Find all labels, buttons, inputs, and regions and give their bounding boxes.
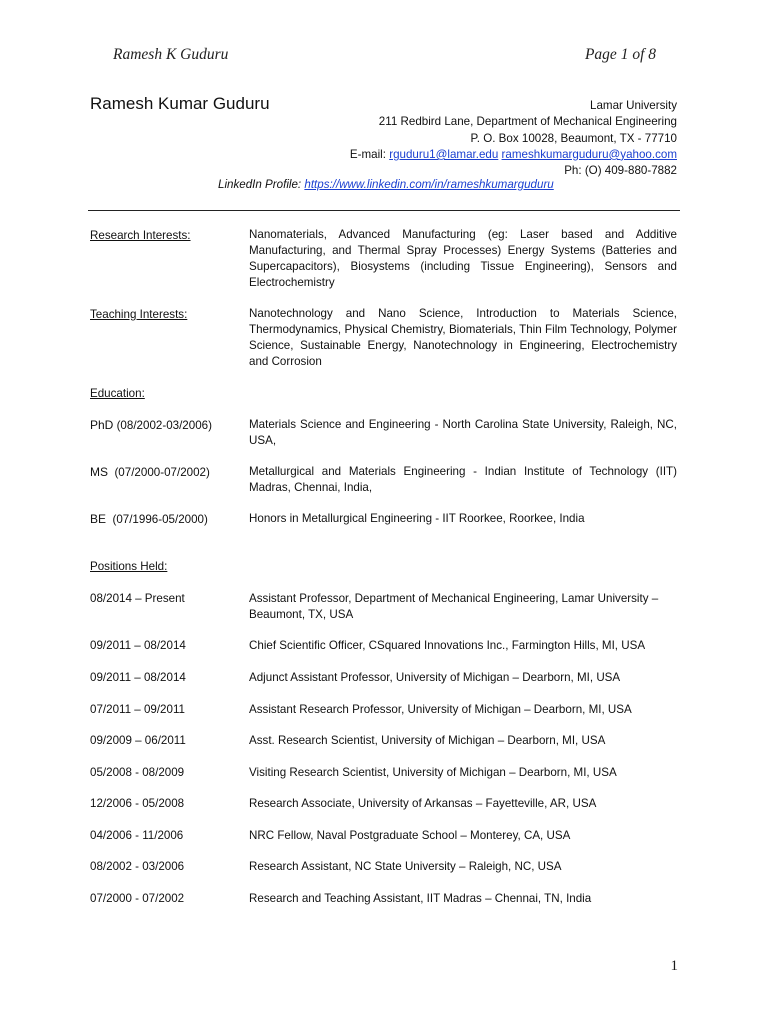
teaching-interests-label: Teaching Interests: (90, 308, 188, 321)
research-interests-label: Research Interests: (90, 229, 191, 242)
email-line (257, 147, 677, 163)
position-title: Research and Teaching Assistant, IIT Madras – Chennai, TN, India (249, 892, 592, 905)
degree-dates: (07/2000-07/2002) (108, 466, 210, 479)
position-date: 08/2014 – Present (90, 592, 185, 605)
position-date: 09/2011 – 08/2014 (90, 671, 186, 684)
address-line-2: P. O. Box 10028, Beaumont, TX - 77710 (470, 131, 677, 145)
position-title: NRC Fellow, Naval Postgraduate School – Monterey, CA, USA (249, 829, 571, 842)
header-author: Ramesh K Guduru (113, 46, 229, 63)
email-link-2[interactable]: rameshkumarguduru@yahoo.com (501, 147, 677, 161)
position-date: 08/2002 - 03/2006 (90, 860, 185, 873)
position-date: 07/2000 - 07/2002 (90, 892, 185, 905)
cv-name: Ramesh Kumar Guduru (90, 94, 270, 113)
address-line-1: 211 Redbird Lane, Department of Mechanical Engineering (378, 115, 677, 129)
education-phd-text: Materials Science and Engineering - North Carolina State University, Raleigh, NC, USA, (249, 418, 677, 447)
position-date: 09/2009 – 06/2011 (90, 734, 186, 747)
linkedin-label: LinkedIn Profile: (218, 178, 302, 191)
research-interests-text: Nanomaterials, Advanced Manufacturing (eg: Laser based and Additive Manufacturing, and Thermal Spray Processes) Energy Systems (Batteries and Supercapacitors), Biosystems (including Tissue Engineering), Sensors and Electrochemistry (249, 228, 677, 289)
education-be-label (90, 512, 208, 526)
linkedin-link[interactable]: https://www.linkedin.com/in/rameshkumarguduru (304, 178, 554, 191)
header-divider (88, 210, 680, 211)
phone: Ph: (O) 409-880-7882 (564, 164, 677, 178)
degree-name: PhD (90, 418, 114, 432)
position-date: 04/2006 - 11/2006 (90, 829, 184, 842)
degree-name: BE (90, 512, 107, 526)
position-date: 07/2011 – 09/2011 (90, 703, 185, 716)
email-link-1[interactable]: rguduru1@lamar.edu (389, 147, 499, 161)
position-date: 05/2008 - 08/2009 (90, 766, 185, 779)
position-date: 09/2011 – 08/2014 (90, 639, 186, 652)
position-title: Research Assistant, NC State University – Raleigh, NC, USA (249, 860, 562, 873)
page-number: 1 (670, 958, 678, 974)
position-title: Asst. Research Scientist, University of Michigan – Dearborn, MI, USA (249, 734, 606, 747)
education-be-text: Honors in Metallurgical Engineering - IIT Roorkee, Roorkee, India (249, 512, 585, 525)
education-phd-label (90, 418, 212, 432)
running-header (113, 46, 656, 64)
institution: Lamar University (590, 99, 677, 112)
degree-dates: (07/1996-05/2000) (106, 513, 208, 526)
education-ms-text: Metallurgical and Materials Engineering - Indian Institute of Technology (IIT) Madras, Chennai, India, (249, 465, 677, 494)
email-label: E-mail: (349, 147, 386, 161)
education-label: Education: (90, 387, 145, 400)
position-title: Adjunct Assistant Professor, University of Michigan – Dearborn, MI, USA (249, 671, 621, 684)
degree-dates: (08/2002-03/2006) (113, 419, 212, 432)
position-title: Assistant Research Professor, University of Michigan – Dearborn, MI, USA (249, 703, 632, 716)
header-page-label: Page 1 of 8 (584, 46, 656, 63)
linkedin-line (218, 178, 554, 191)
contact-block (257, 98, 677, 179)
position-date: 12/2006 - 05/2008 (90, 797, 185, 810)
positions-label: Positions Held: (90, 560, 168, 573)
position-title: Visiting Research Scientist, University of Michigan – Dearborn, MI, USA (249, 766, 617, 779)
teaching-interests-text: Nanotechnology and Nano Science, Introduction to Materials Science, Thermodynamics, Physical Chemistry, Biomaterials, Thin Film Technology, Polymer Science, Sustainable Energy, Nanotechnology in Engineering, Electrochemistry and Corrosion (249, 307, 677, 368)
education-ms-label (90, 465, 210, 479)
position-title: Research Associate, University of Arkansas – Fayetteville, AR, USA (249, 797, 597, 810)
position-title: Assistant Professor, Department of Mechanical Engineering, Lamar University – Beaumont, TX, USA (249, 592, 659, 621)
position-title: Chief Scientific Officer, CSquared Innovations Inc., Farmington Hills, MI, USA (249, 639, 646, 652)
degree-name: MS (90, 465, 108, 479)
